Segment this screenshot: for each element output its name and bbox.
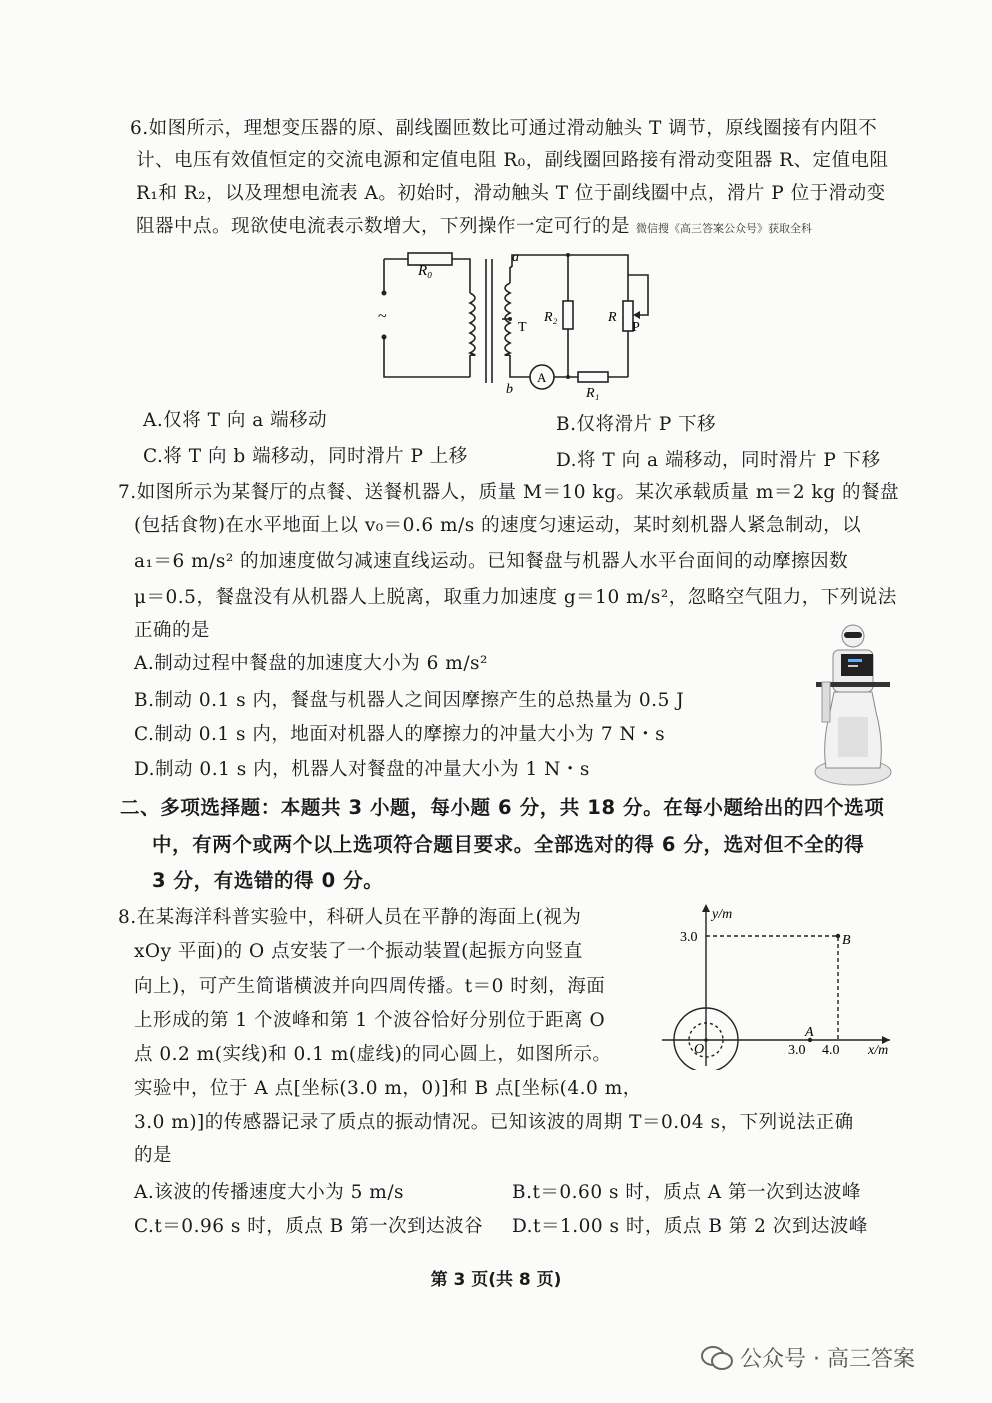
robot-image (808, 622, 898, 788)
brand-watermark-text: 公众号 · 高三答案 (740, 1347, 915, 1372)
x-axis-label: x/m (868, 1043, 889, 1058)
y-axis-label: y/m (712, 907, 733, 922)
q7-option-d: D.制动 0.1 s 内，机器人对餐盘的冲量大小为 1 N・s (134, 759, 590, 780)
q8-line-1: 8.在某海洋科普实验中，科研人员在平静的海面上(视为 (118, 907, 582, 928)
point-a-label: A (805, 1025, 814, 1040)
q6-line-4-text: 阻器中点。现欲使电流表示数增大，下列操作一定可行的是 (136, 216, 631, 237)
terminal-a-label: a (512, 250, 519, 265)
x-tick-4: 4.0 (822, 1043, 840, 1058)
terminal-b-label: b (506, 382, 513, 397)
q6-watermark: 微信搜《高三答案公众号》获取全科 (636, 222, 813, 235)
q7-line-4: μ＝0.5，餐盘没有从机器人上脱离，取重力加速度 g＝10 m/s²，忽略空气阻力，下列说法 (134, 587, 897, 608)
x-tick-3: 3.0 (788, 1043, 806, 1058)
q6-option-a: A.仅将 T 向 a 端移动 (143, 410, 328, 431)
ammeter-label: A (537, 370, 547, 385)
slider-t-label: T (518, 320, 527, 335)
q8-option-a: A.该波的传播速度大小为 5 m/s (134, 1182, 405, 1203)
wechat-icon (700, 1345, 734, 1371)
q8-line-7: 3.0 m)]的传感器记录了质点的振动情况。已知该波的周期 T＝0.04 s，下列说法正确 (134, 1112, 854, 1133)
y-tick-3: 3.0 (680, 930, 698, 945)
q6-option-b: B.仅将滑片 P 下移 (556, 414, 717, 435)
q6-line-3: R₁和 R₂，以及理想电流表 A。初始时，滑动触头 T 位于副线圈中点，滑片 P 位于滑动变 (136, 183, 886, 204)
brand-watermark (700, 1342, 915, 1373)
q6-circuit-diagram (370, 245, 660, 405)
q7-option-b: B.制动 0.1 s 内，餐盘与机器人之间因摩擦产生的总热量为 0.5 J (134, 690, 685, 711)
q7-option-c: C.制动 0.1 s 内，地面对机器人的摩擦力的冲量大小为 7 N・s (134, 724, 666, 745)
q8-line-8: 的是 (134, 1145, 173, 1166)
q8-option-d: D.t＝1.00 s 时，质点 B 第 2 次到达波峰 (512, 1216, 868, 1237)
q6-option-c: C.将 T 向 b 端移动，同时滑片 P 上移 (143, 446, 468, 467)
page-footer: 第 3 页(共 8 页) (430, 1270, 562, 1290)
q7-line-2: (包括食物)在水平地面上以 v₀＝0.6 m/s 的速度匀速运动，某时刻机器人紧急制动，以 (134, 515, 862, 536)
r0-label: R₀ (418, 263, 433, 279)
point-b-label: B (842, 933, 851, 948)
q8-line-5: 点 0.2 m(实线)和 0.1 m(虚线)的同心圆上，如图所示。 (134, 1044, 612, 1065)
q7-option-a: A.制动过程中餐盘的加速度大小为 6 m/s² (134, 653, 488, 674)
q8-coordinate-figure (662, 900, 902, 1070)
r2-label: R₂ (544, 310, 558, 325)
section2-line-2: 中，有两个或两个以上选项符合题目要求。全部选对的得 6 分，选对但不全的得 (152, 833, 865, 856)
q7-line-1: 7.如图所示为某餐厅的点餐、送餐机器人，质量 M＝10 kg。某次承载质量 m＝2 kg 的餐盘 (118, 482, 899, 503)
section2-line-1: 二、多项选择题：本题共 3 小题，每小题 6 分，共 18 分。在每小题给出的四个选项 (120, 796, 885, 819)
q6-line-4 (136, 214, 812, 242)
q8-line-3: 向上)，可产生简谐横波并向四周传播。t＝0 时刻，海面 (134, 976, 606, 997)
r-label: R (608, 310, 617, 325)
q6-line-1: 6.如图所示，理想变压器的原、副线圈匝数比可通过滑动触头 T 调节，原线圈接有内阻不 (130, 118, 878, 139)
q8-option-c: C.t＝0.96 s 时，质点 B 第一次到达波谷 (134, 1216, 484, 1237)
q8-line-2: xOy 平面)的 O 点安装了一个振动装置(起振方向竖直 (134, 941, 583, 962)
q6-option-d: D.将 T 向 a 端移动，同时滑片 P 下移 (556, 450, 881, 471)
q7-line-5: 正确的是 (134, 620, 211, 641)
ac-source-symbol: ~ (378, 308, 387, 325)
slider-p-label: P (632, 320, 640, 335)
section2-line-3: 3 分，有选错的得 0 分。 (152, 869, 384, 892)
origin-label: O (694, 1042, 705, 1057)
q8-line-4: 上形成的第 1 个波峰和第 1 个波谷恰好分别位于距离 O (134, 1010, 606, 1031)
q6-line-2: 计、电压有效值恒定的交流电源和定值电阻 R₀，副线圈回路接有滑动变阻器 R、定值电阻 (136, 150, 889, 171)
q7-line-3: a₁＝6 m/s² 的加速度做匀减速直线运动。已知餐盘与机器人水平台面间的动摩擦因数 (134, 551, 849, 572)
q8-option-b: B.t＝0.60 s 时，质点 A 第一次到达波峰 (512, 1182, 861, 1203)
q8-line-6: 实验中，位于 A 点[坐标(3.0 m，0)]和 B 点[坐标(4.0 m， (134, 1078, 642, 1099)
r1-label: R₁ (586, 386, 600, 401)
